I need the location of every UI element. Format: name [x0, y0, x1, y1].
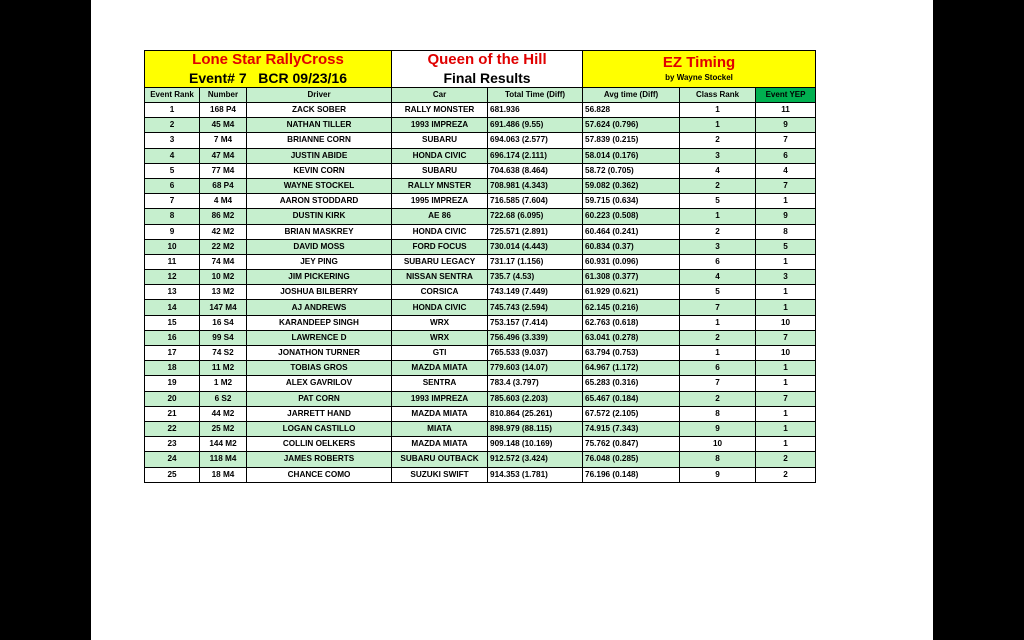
event-rank-cell: 15: [145, 315, 200, 330]
total-time-cell: 912.572 (3.424): [488, 452, 583, 467]
event-yep-cell: 9: [756, 118, 816, 133]
timing-credit: by Wayne Stockel: [665, 73, 733, 82]
car-model-cell: SUBARU: [392, 163, 488, 178]
table-row: [145, 178, 816, 193]
class-rank-cell: 2: [680, 330, 756, 345]
event-rank-cell: 17: [145, 346, 200, 361]
car-number-cell: 11 M2: [200, 361, 247, 376]
driver-name-cell: JAMES ROBERTS: [247, 452, 392, 467]
car-model-cell: CORSICA: [392, 285, 488, 300]
table-row: [145, 300, 816, 315]
avg-time-cell: 65.467 (0.184): [583, 391, 680, 406]
table-row: [145, 224, 816, 239]
driver-name-cell: LAWRENCE D: [247, 330, 392, 345]
car-number-cell: 18 M4: [200, 467, 247, 482]
table-row: [145, 254, 816, 269]
avg-time-cell: 57.839 (0.215): [583, 133, 680, 148]
event-yep-cell: 1: [756, 300, 816, 315]
car-model-cell: RALLY MNSTER: [392, 178, 488, 193]
event-yep-cell: 9: [756, 209, 816, 224]
car-number-cell: 99 S4: [200, 330, 247, 345]
car-model-cell: 1993 IMPREZA: [392, 118, 488, 133]
driver-name-cell: KARANDEEP SINGH: [247, 315, 392, 330]
event-yep-cell: 8: [756, 224, 816, 239]
event-rank-cell: 1: [145, 103, 200, 118]
driver-name-cell: DUSTIN KIRK: [247, 209, 392, 224]
driver-name-cell: NATHAN TILLER: [247, 118, 392, 133]
car-number-cell: 47 M4: [200, 148, 247, 163]
event-yep-cell: 1: [756, 421, 816, 436]
class-rank-cell: 3: [680, 148, 756, 163]
event-rank-cell: 25: [145, 467, 200, 482]
class-rank-cell: 5: [680, 285, 756, 300]
car-model-cell: RALLY MONSTER: [392, 103, 488, 118]
column-header: Event YEP: [756, 88, 816, 103]
total-time-cell: 725.571 (2.891): [488, 224, 583, 239]
avg-time-cell: 76.048 (0.285): [583, 452, 680, 467]
car-number-cell: 74 M4: [200, 254, 247, 269]
table-row: [145, 437, 816, 452]
avg-time-cell: 59.082 (0.362): [583, 178, 680, 193]
driver-name-cell: CHANCE COMO: [247, 467, 392, 482]
results-rows: [145, 103, 816, 483]
driver-name-cell: LOGAN CASTILLO: [247, 421, 392, 436]
document-page: [91, 0, 933, 640]
event-yep-cell: 10: [756, 315, 816, 330]
total-time-cell: 743.149 (7.449): [488, 285, 583, 300]
car-model-cell: SUZUKI SWIFT: [392, 467, 488, 482]
event-yep-cell: 1: [756, 406, 816, 421]
avg-time-cell: 61.929 (0.621): [583, 285, 680, 300]
table-row: [145, 452, 816, 467]
driver-name-cell: AARON STODDARD: [247, 194, 392, 209]
event-rank-cell: 10: [145, 239, 200, 254]
avg-time-cell: 75.762 (0.847): [583, 437, 680, 452]
driver-name-cell: JUSTIN ABIDE: [247, 148, 392, 163]
class-rank-cell: 5: [680, 194, 756, 209]
total-time-cell: 745.743 (2.594): [488, 300, 583, 315]
car-model-cell: SUBARU LEGACY: [392, 254, 488, 269]
series-title: Lone Star RallyCross: [192, 51, 344, 68]
column-header: Event Rank: [145, 88, 200, 103]
car-number-cell: 25 M2: [200, 421, 247, 436]
car-number-cell: 168 P4: [200, 103, 247, 118]
event-title: Queen of the Hill: [427, 51, 547, 68]
event-rank-cell: 4: [145, 148, 200, 163]
event-rank-cell: 7: [145, 194, 200, 209]
total-time-cell: 810.864 (25.261): [488, 406, 583, 421]
car-model-cell: SUBARU: [392, 133, 488, 148]
class-rank-cell: 2: [680, 391, 756, 406]
car-model-cell: MAZDA MIATA: [392, 437, 488, 452]
event-rank-cell: 11: [145, 254, 200, 269]
event-yep-cell: 1: [756, 194, 816, 209]
event-yep-cell: 1: [756, 254, 816, 269]
timing-title: EZ Timing: [662, 54, 736, 71]
table-row: [145, 421, 816, 436]
car-number-cell: 6 S2: [200, 391, 247, 406]
total-time-cell: 909.148 (10.169): [488, 437, 583, 452]
driver-name-cell: JEY PING: [247, 254, 392, 269]
total-time-cell: 691.486 (9.55): [488, 118, 583, 133]
event-rank-cell: 16: [145, 330, 200, 345]
driver-name-cell: KEVIN CORN: [247, 163, 392, 178]
driver-name-cell: ALEX GAVRILOV: [247, 376, 392, 391]
event-rank-cell: 19: [145, 376, 200, 391]
column-header: Driver: [247, 88, 392, 103]
results-table: [144, 50, 816, 483]
driver-name-cell: WAYNE STOCKEL: [247, 178, 392, 193]
avg-time-cell: 60.223 (0.508): [583, 209, 680, 224]
class-rank-cell: 3: [680, 239, 756, 254]
event-yep-cell: 11: [756, 103, 816, 118]
column-header: Class Rank: [680, 88, 756, 103]
avg-time-cell: 62.763 (0.618): [583, 315, 680, 330]
event-rank-cell: 21: [145, 406, 200, 421]
table-row: [145, 315, 816, 330]
car-model-cell: MAZDA MIATA: [392, 361, 488, 376]
class-rank-cell: 1: [680, 209, 756, 224]
header-row: [145, 51, 816, 88]
car-model-cell: HONDA CIVIC: [392, 300, 488, 315]
total-time-cell: 730.014 (4.443): [488, 239, 583, 254]
event-yep-cell: 2: [756, 452, 816, 467]
class-rank-cell: 2: [680, 133, 756, 148]
event-rank-cell: 13: [145, 285, 200, 300]
table-row: [145, 163, 816, 178]
car-number-cell: 4 M4: [200, 194, 247, 209]
driver-name-cell: BRIANNE CORN: [247, 133, 392, 148]
total-time-cell: 704.638 (8.464): [488, 163, 583, 178]
event-rank-cell: 5: [145, 163, 200, 178]
event-rank-cell: 18: [145, 361, 200, 376]
event-yep-cell: 2: [756, 467, 816, 482]
car-number-cell: 86 M2: [200, 209, 247, 224]
driver-name-cell: AJ ANDREWS: [247, 300, 392, 315]
car-number-cell: 74 S2: [200, 346, 247, 361]
class-rank-cell: 10: [680, 437, 756, 452]
driver-name-cell: BRIAN MASKREY: [247, 224, 392, 239]
class-rank-cell: 2: [680, 178, 756, 193]
avg-time-cell: 67.572 (2.105): [583, 406, 680, 421]
car-model-cell: FORD FOCUS: [392, 239, 488, 254]
event-subtitle: Final Results: [443, 70, 531, 86]
car-model-cell: WRX: [392, 315, 488, 330]
car-model-cell: HONDA CIVIC: [392, 224, 488, 239]
car-number-cell: 44 M2: [200, 406, 247, 421]
driver-name-cell: PAT CORN: [247, 391, 392, 406]
driver-name-cell: JIM PICKERING: [247, 270, 392, 285]
car-number-cell: 45 M4: [200, 118, 247, 133]
car-number-cell: 13 M2: [200, 285, 247, 300]
event-line: Event# 7 BCR 09/23/16: [189, 70, 347, 86]
table-row: [145, 118, 816, 133]
car-number-cell: 1 M2: [200, 376, 247, 391]
driver-name-cell: DAVID MOSS: [247, 239, 392, 254]
event-yep-cell: 4: [756, 163, 816, 178]
table-row: [145, 391, 816, 406]
table-row: [145, 330, 816, 345]
avg-time-cell: 58.72 (0.705): [583, 163, 680, 178]
class-rank-cell: 9: [680, 421, 756, 436]
table-row: [145, 133, 816, 148]
total-time-cell: 753.157 (7.414): [488, 315, 583, 330]
total-time-cell: 785.603 (2.203): [488, 391, 583, 406]
car-model-cell: WRX: [392, 330, 488, 345]
avg-time-cell: 57.624 (0.796): [583, 118, 680, 133]
car-model-cell: SENTRA: [392, 376, 488, 391]
class-rank-cell: 1: [680, 346, 756, 361]
event-yep-cell: 1: [756, 285, 816, 300]
table-row: [145, 376, 816, 391]
car-model-cell: GTI: [392, 346, 488, 361]
class-rank-cell: 6: [680, 254, 756, 269]
event-yep-cell: 5: [756, 239, 816, 254]
table-row: [145, 346, 816, 361]
car-model-cell: MIATA: [392, 421, 488, 436]
table-row: [145, 209, 816, 224]
event-rank-cell: 9: [145, 224, 200, 239]
car-number-cell: 16 S4: [200, 315, 247, 330]
total-time-cell: 731.17 (1.156): [488, 254, 583, 269]
avg-time-cell: 60.464 (0.241): [583, 224, 680, 239]
total-time-cell: 716.585 (7.604): [488, 194, 583, 209]
driver-name-cell: JOSHUA BILBERRY: [247, 285, 392, 300]
column-header-row: [145, 88, 816, 103]
driver-name-cell: JARRETT HAND: [247, 406, 392, 421]
avg-time-cell: 63.794 (0.753): [583, 346, 680, 361]
car-number-cell: 68 P4: [200, 178, 247, 193]
event-yep-cell: 6: [756, 148, 816, 163]
event-yep-cell: 1: [756, 376, 816, 391]
total-time-cell: 735.7 (4.53): [488, 270, 583, 285]
avg-time-cell: 74.915 (7.343): [583, 421, 680, 436]
car-number-cell: 22 M2: [200, 239, 247, 254]
avg-time-cell: 62.145 (0.216): [583, 300, 680, 315]
total-time-cell: 898.979 (88.115): [488, 421, 583, 436]
table-row: [145, 148, 816, 163]
timing-header-cell: [583, 51, 816, 88]
total-time-cell: 708.981 (4.343): [488, 178, 583, 193]
event-rank-cell: 6: [145, 178, 200, 193]
car-model-cell: SUBARU OUTBACK: [392, 452, 488, 467]
car-number-cell: 144 M2: [200, 437, 247, 452]
class-rank-cell: 1: [680, 103, 756, 118]
driver-name-cell: TOBIAS GROS: [247, 361, 392, 376]
class-rank-cell: 9: [680, 467, 756, 482]
car-number-cell: 42 M2: [200, 224, 247, 239]
event-yep-cell: 1: [756, 361, 816, 376]
total-time-cell: 722.68 (6.095): [488, 209, 583, 224]
driver-name-cell: ZACK SOBER: [247, 103, 392, 118]
car-number-cell: 7 M4: [200, 133, 247, 148]
event-rank-cell: 23: [145, 437, 200, 452]
table-row: [145, 270, 816, 285]
event-header-cell: [392, 51, 583, 88]
car-number-cell: 10 M2: [200, 270, 247, 285]
total-time-cell: 765.533 (9.037): [488, 346, 583, 361]
avg-time-cell: 65.283 (0.316): [583, 376, 680, 391]
event-rank-cell: 3: [145, 133, 200, 148]
series-header-cell: [145, 51, 392, 88]
event-yep-cell: 10: [756, 346, 816, 361]
event-rank-cell: 20: [145, 391, 200, 406]
car-number-cell: 147 M4: [200, 300, 247, 315]
event-yep-cell: 7: [756, 330, 816, 345]
avg-time-cell: 60.834 (0.37): [583, 239, 680, 254]
class-rank-cell: 1: [680, 118, 756, 133]
car-model-cell: MAZDA MIATA: [392, 406, 488, 421]
class-rank-cell: 7: [680, 376, 756, 391]
column-header: Number: [200, 88, 247, 103]
total-time-cell: 783.4 (3.797): [488, 376, 583, 391]
table-row: [145, 467, 816, 482]
column-header: Car: [392, 88, 488, 103]
event-yep-cell: 7: [756, 133, 816, 148]
class-rank-cell: 7: [680, 300, 756, 315]
column-header: Total Time (Diff): [488, 88, 583, 103]
car-model-cell: 1995 IMPREZA: [392, 194, 488, 209]
class-rank-cell: 2: [680, 224, 756, 239]
class-rank-cell: 6: [680, 361, 756, 376]
table-row: [145, 361, 816, 376]
car-model-cell: AE 86: [392, 209, 488, 224]
car-model-cell: 1993 IMPREZA: [392, 391, 488, 406]
event-rank-cell: 14: [145, 300, 200, 315]
car-model-cell: NISSAN SENTRA: [392, 270, 488, 285]
table-row: [145, 194, 816, 209]
class-rank-cell: 4: [680, 163, 756, 178]
class-rank-cell: 4: [680, 270, 756, 285]
total-time-cell: 779.603 (14.07): [488, 361, 583, 376]
avg-time-cell: 61.308 (0.377): [583, 270, 680, 285]
car-number-cell: 118 M4: [200, 452, 247, 467]
class-rank-cell: 8: [680, 452, 756, 467]
total-time-cell: 756.496 (3.339): [488, 330, 583, 345]
class-rank-cell: 8: [680, 406, 756, 421]
event-rank-cell: 2: [145, 118, 200, 133]
event-yep-cell: 7: [756, 391, 816, 406]
avg-time-cell: 58.014 (0.176): [583, 148, 680, 163]
event-rank-cell: 24: [145, 452, 200, 467]
event-yep-cell: 7: [756, 178, 816, 193]
table-row: [145, 239, 816, 254]
total-time-cell: 696.174 (2.111): [488, 148, 583, 163]
event-yep-cell: 3: [756, 270, 816, 285]
avg-time-cell: 64.967 (1.172): [583, 361, 680, 376]
column-header: Avg time (Diff): [583, 88, 680, 103]
avg-time-cell: 76.196 (0.148): [583, 467, 680, 482]
total-time-cell: 914.353 (1.781): [488, 467, 583, 482]
class-rank-cell: 1: [680, 315, 756, 330]
car-number-cell: 77 M4: [200, 163, 247, 178]
avg-time-cell: 60.931 (0.096): [583, 254, 680, 269]
table-row: [145, 285, 816, 300]
avg-time-cell: 59.715 (0.634): [583, 194, 680, 209]
table-row: [145, 406, 816, 421]
table-row: [145, 103, 816, 118]
event-rank-cell: 12: [145, 270, 200, 285]
event-yep-cell: 1: [756, 437, 816, 452]
total-time-cell: 681.936: [488, 103, 583, 118]
driver-name-cell: COLLIN OELKERS: [247, 437, 392, 452]
event-rank-cell: 22: [145, 421, 200, 436]
avg-time-cell: 63.041 (0.278): [583, 330, 680, 345]
driver-name-cell: JONATHON TURNER: [247, 346, 392, 361]
avg-time-cell: 56.828: [583, 103, 680, 118]
event-rank-cell: 8: [145, 209, 200, 224]
total-time-cell: 694.063 (2.577): [488, 133, 583, 148]
car-model-cell: HONDA CIVIC: [392, 148, 488, 163]
